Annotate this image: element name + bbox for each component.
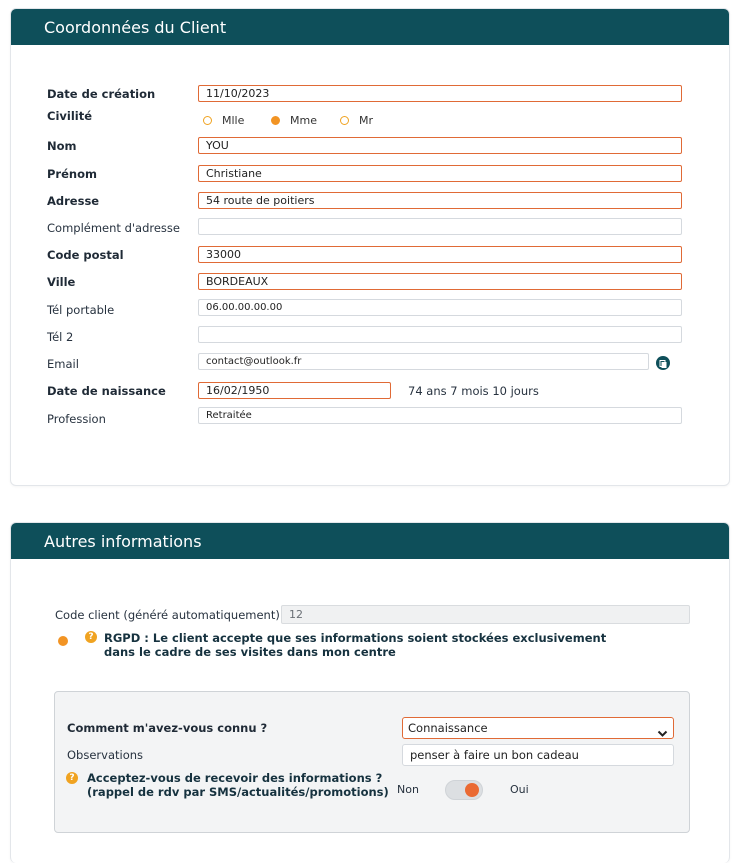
civility-mlle-radio[interactable] [203, 116, 212, 125]
observations-field[interactable]: penser à faire un bon cadeau [402, 744, 674, 766]
email-field[interactable]: contact@outlook.fr [198, 353, 649, 370]
toggle-knob [465, 783, 479, 797]
creation-date-field[interactable]: 11/10/2023 [198, 85, 682, 102]
code-client-field: 12 [281, 605, 690, 624]
autres-panel-title: Autres informations [11, 523, 729, 559]
code-client-label: Code client (généré automatiquement) [55, 608, 280, 622]
civility-mr-radio[interactable] [340, 116, 349, 125]
toggle-oui-label: Oui [510, 783, 529, 796]
complement-label: Complément d'adresse [47, 221, 180, 235]
code-postal-label: Code postal [47, 248, 124, 262]
rgpd-text-line2: dans le cadre de ses visites dans mon centre [104, 645, 396, 659]
tel-portable-field[interactable]: 06.00.00.00.00 [198, 299, 682, 316]
civility-label: Civilité [47, 109, 93, 123]
adresse-field[interactable]: 54 route de poitiers [198, 192, 682, 209]
consent-text [87, 771, 389, 799]
adresse-label: Adresse [47, 194, 100, 208]
consent-text-line2: (rappel de rdv par SMS/actualités/promotions) [87, 785, 389, 799]
civility-mme-label: Mme [290, 114, 317, 127]
email-label: Email [47, 357, 79, 371]
nom-field[interactable]: YOU [198, 137, 682, 154]
civility-mme-radio[interactable] [271, 116, 280, 125]
complement-field[interactable] [198, 218, 682, 235]
rgpd-text-line1: RGPD : Le client accepte que ses informations soient stockées exclusivement [104, 631, 607, 645]
naissance-label: Date de naissance [47, 384, 166, 398]
prenom-label: Prénom [47, 167, 97, 181]
ville-label: Ville [47, 275, 76, 289]
sms-consent-toggle[interactable] [445, 780, 483, 800]
copy-icon[interactable] [656, 356, 670, 370]
connu-label: Comment m'avez-vous connu ? [67, 721, 268, 735]
client-panel-title: Coordonnées du Client [11, 9, 729, 45]
creation-date-label: Date de création [47, 87, 156, 101]
civility-mr-label: Mr [359, 114, 374, 127]
rgpd-text [104, 631, 606, 659]
tel2-field[interactable] [198, 326, 682, 343]
consent-help-icon[interactable]: ? [66, 772, 78, 784]
tel-portable-label: Tél portable [47, 303, 115, 317]
civility-mlle-label: Mlle [222, 114, 245, 127]
profession-field[interactable]: Retraitée [198, 407, 682, 424]
rgpd-checkbox[interactable] [58, 636, 68, 646]
tel2-label: Tél 2 [47, 330, 74, 344]
profession-label: Profession [47, 412, 106, 426]
prenom-field[interactable]: Christiane [198, 165, 682, 182]
code-postal-field[interactable]: 33000 [198, 246, 682, 263]
connu-select-value: Connaissance [408, 721, 488, 735]
consent-text-line1: Acceptez-vous de recevoir des informations ? [87, 771, 383, 785]
toggle-non-label: Non [397, 783, 419, 796]
chevron-down-icon[interactable] [657, 723, 668, 742]
age-text: 74 ans 7 mois 10 jours [408, 384, 539, 398]
ville-field[interactable]: BORDEAUX [198, 273, 682, 290]
connu-select[interactable] [402, 717, 674, 739]
nom-label: Nom [47, 139, 77, 153]
naissance-field[interactable]: 16/02/1950 [198, 382, 391, 399]
observations-label: Observations [67, 748, 144, 762]
rgpd-help-icon[interactable]: ? [85, 631, 97, 643]
